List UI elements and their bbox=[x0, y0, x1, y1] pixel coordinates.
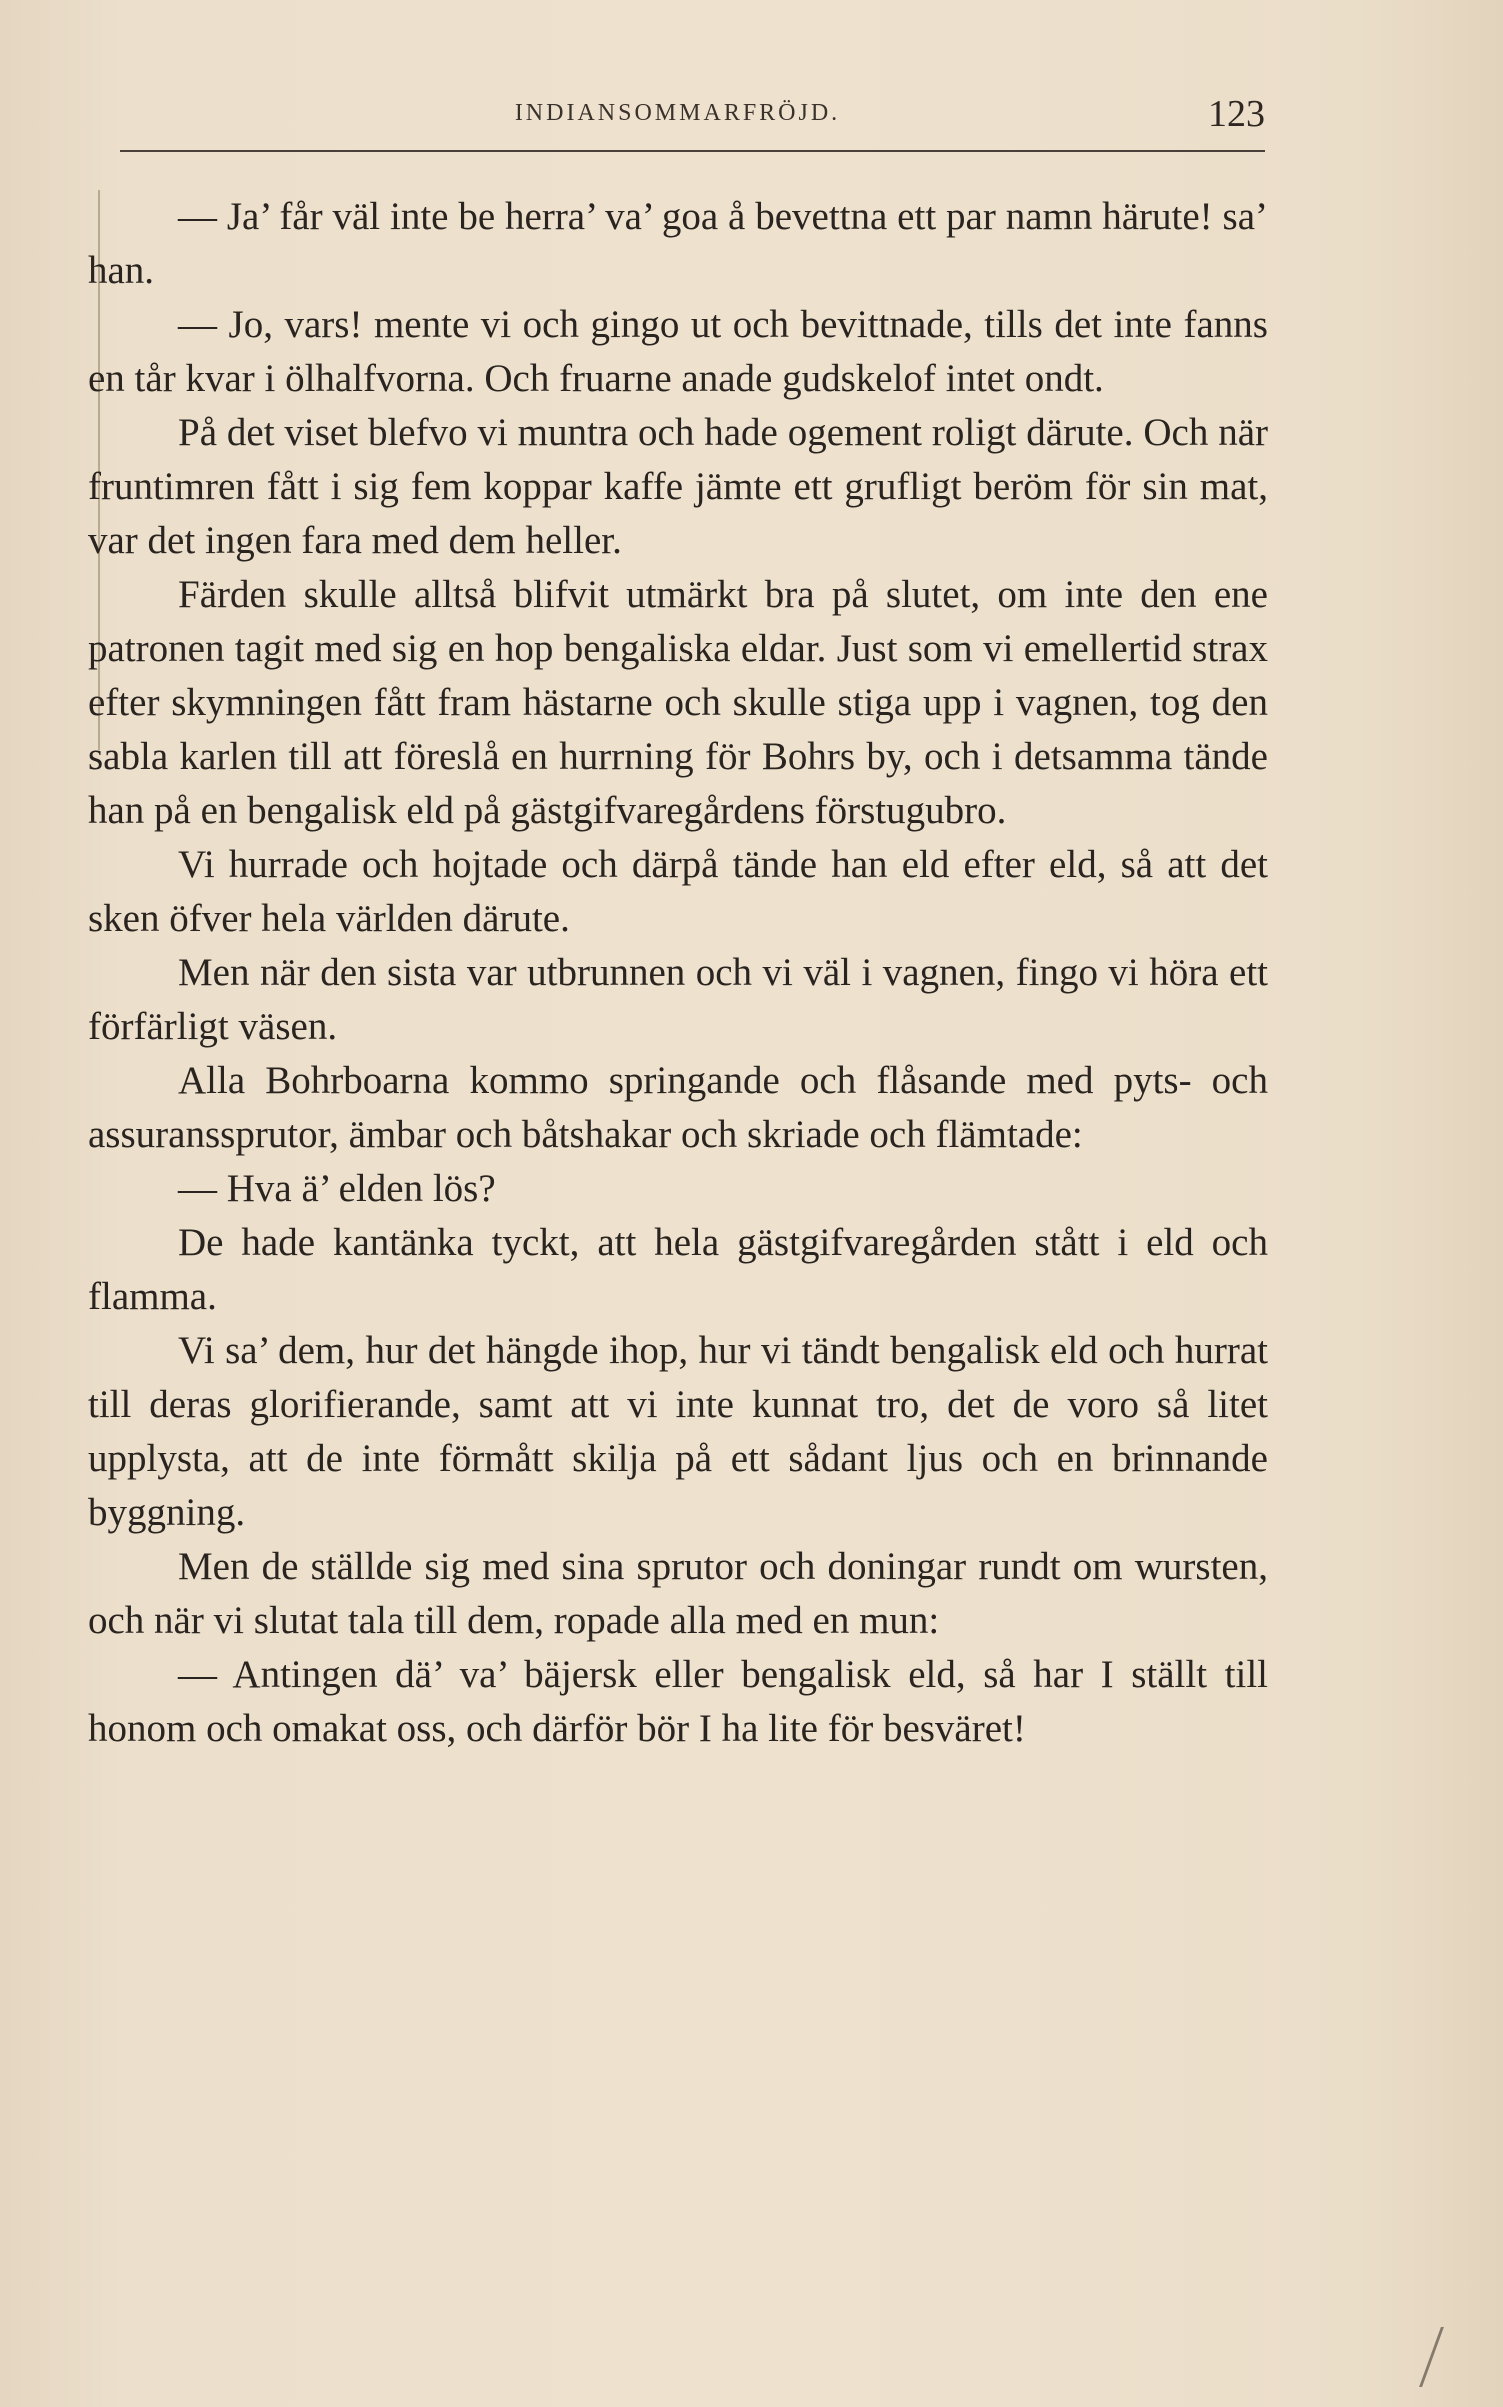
body-text bbox=[88, 190, 1268, 1756]
paragraph: Men när den sista var utbrunnen och vi väl i vagnen, fingo vi höra ett förfärligt väsen. bbox=[88, 951, 1268, 1048]
paragraph: Alla Bohrboarna kommo springande och flåsande med pyts- och assuranssprutor, ämbar och båtshakar och skriade och flämtade: bbox=[88, 1059, 1268, 1156]
page-header bbox=[90, 82, 1265, 152]
corner-pencil-mark bbox=[1379, 2327, 1444, 2387]
paragraph: — Jo, vars! mente vi och gingo ut och bevittnade, tills det inte fanns en tår kvar i ölhalfvorna. Och fruarne anade gudskelof intet ondt. bbox=[88, 303, 1268, 400]
paragraph: Men de ställde sig med sina sprutor och doningar rundt om wursten, och när vi slutat tala till dem, ropade alla med en mun: bbox=[88, 1545, 1268, 1642]
paragraph: På det viset blefvo vi muntra och hade ogement roligt därute. Och när fruntimren fått i sig fem koppar kaffe jämte ett grufligt beröm för sin mat, var det ingen fara med dem heller. bbox=[88, 411, 1268, 562]
header-rule bbox=[120, 150, 1265, 152]
page-number: 123 bbox=[1208, 93, 1265, 135]
paragraph: Vi hurrade och hojtade och därpå tände han eld efter eld, så att det sken öfver hela världen därute. bbox=[88, 843, 1268, 940]
paragraph: — Antingen dä’ va’ bäjersk eller bengalisk eld, så har I ställt till honom och omakat oss, och därför bör I ha lite för besväret! bbox=[88, 1653, 1268, 1750]
running-title: INDIANSOMMARFRÖJD. bbox=[514, 100, 841, 126]
paragraph: — Hva ä’ elden lös? bbox=[178, 1167, 496, 1210]
paragraph: — Ja’ får väl inte be herra’ va’ goa å bevettna ett par namn härute! sa’ han. bbox=[88, 195, 1268, 292]
paragraph: De hade kantänka tyckt, att hela gästgifvaregården stått i eld och flamma. bbox=[88, 1221, 1268, 1318]
paragraph: Vi sa’ dem, hur det hängde ihop, hur vi tändt bengalisk eld och hurrat till deras glorifierande, samt att vi inte kunnat tro, det de voro så litet upplysta, att de inte förmått skilja på ett sådant ljus och en brinnande byggning. bbox=[88, 1329, 1268, 1534]
paragraph: Färden skulle alltså blifvit utmärkt bra på slutet, om inte den ene patronen tagit med sig en hop bengaliska eldar. Just som vi emellertid strax efter skymningen fått fram hästarne och skulle stiga upp i vagnen, tog den sabla karlen till att föreslå en hurrning för Bohrs by, och i detsamma tände han på en bengalisk eld på gästgifvaregårdens förstugubro. bbox=[88, 573, 1268, 832]
